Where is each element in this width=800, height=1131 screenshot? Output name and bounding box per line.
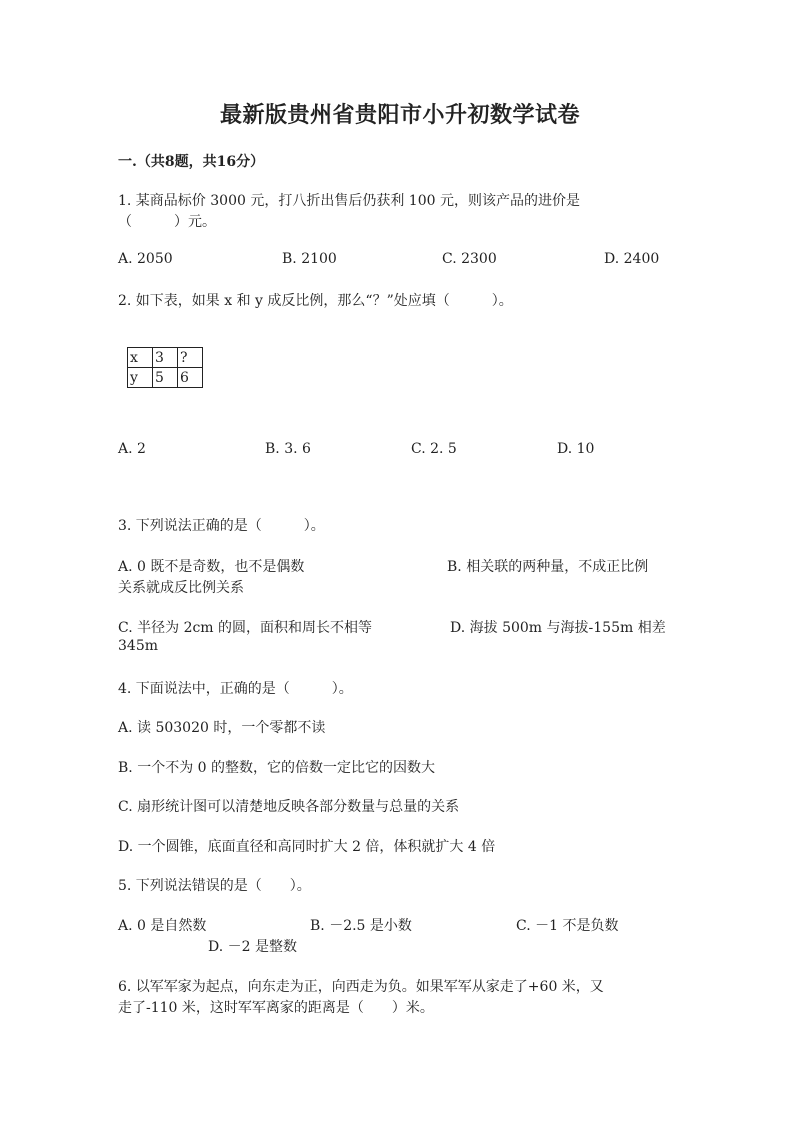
question-5-option-c: C. －1 不是负数 bbox=[516, 918, 619, 934]
question-1-option-a: A. 2050 bbox=[118, 251, 173, 267]
question-3-option-d-cont: 345m bbox=[118, 638, 158, 654]
question-4-option-a: A. 读 503020 时，一个零都不读 bbox=[118, 720, 326, 736]
table-cell: x bbox=[128, 348, 153, 368]
question-3-option-b-cont: 关系就成反比例关系 bbox=[118, 580, 244, 596]
question-2-text: 2. 如下表，如果 x 和 y 成反比例，那么“？”处应填（ ）。 bbox=[118, 293, 513, 309]
table-cell: 3 bbox=[153, 348, 178, 368]
question-2-option-c: C. 2. 5 bbox=[411, 441, 457, 457]
question-4-option-b: B. 一个不为 0 的整数，它的倍数一定比它的因数大 bbox=[118, 760, 435, 776]
question-5-option-b: B. －2.5 是小数 bbox=[310, 918, 412, 934]
table-cell: y bbox=[128, 368, 153, 388]
table-row bbox=[128, 368, 203, 388]
question-4-option-c: C. 扇形统计图可以清楚地反映各部分数量与总量的关系 bbox=[118, 799, 460, 815]
question-4-option-d: D. 一个圆锥，底面直径和高同时扩大 2 倍，体积就扩大 4 倍 bbox=[118, 839, 496, 855]
question-5-option-a: A. 0 是自然数 bbox=[118, 918, 207, 934]
question-2-option-d: D. 10 bbox=[557, 441, 595, 457]
xy-table bbox=[127, 347, 203, 388]
table-cell: 5 bbox=[153, 368, 178, 388]
question-3-option-b: B. 相关联的两种量，不成正比例 bbox=[447, 559, 649, 575]
question-5-text: 5. 下列说法错误的是（ ）。 bbox=[118, 878, 311, 894]
question-1-option-b: B. 2100 bbox=[282, 251, 337, 267]
question-4-text: 4. 下面说法中，正确的是（ ）。 bbox=[118, 681, 353, 697]
question-1-option-d: D. 2400 bbox=[604, 251, 660, 267]
question-3-text: 3. 下列说法正确的是（ ）。 bbox=[118, 518, 325, 534]
question-6-text: 6. 以军军家为起点，向东走为正，向西走为负。如果军军从家走了+60 米，又 bbox=[118, 979, 604, 995]
question-2-option-a: A. 2 bbox=[118, 441, 146, 457]
question-1-option-c: C. 2300 bbox=[442, 251, 497, 267]
question-6-text-cont: 走了-110 米，这时军军离家的距离是（ ）米。 bbox=[118, 1000, 434, 1016]
section-heading: 一.（共8题，共16分） bbox=[118, 154, 265, 170]
question-3-option-a: A. 0 既不是奇数，也不是偶数 bbox=[118, 559, 305, 575]
question-5-option-d: D. －2 是整数 bbox=[208, 939, 297, 955]
question-1-text: 1. 某商品标价 3000 元，打八折出售后仍获利 100 元，则该产品的进价是 bbox=[118, 193, 580, 209]
table-cell: 6 bbox=[178, 368, 203, 388]
page-title: 最新版贵州省贵阳市小升初数学试卷 bbox=[219, 103, 580, 128]
question-2-option-b: B. 3. 6 bbox=[265, 441, 311, 457]
question-1-text-cont: （ ）元。 bbox=[118, 214, 216, 230]
question-3-option-c: C. 半径为 2cm 的圆，面积和周长不相等 bbox=[118, 620, 373, 636]
table-row bbox=[128, 348, 203, 368]
table-cell: ? bbox=[178, 348, 203, 368]
question-3-option-d: D. 海拔 500m 与海拔-155m 相差 bbox=[450, 620, 666, 636]
